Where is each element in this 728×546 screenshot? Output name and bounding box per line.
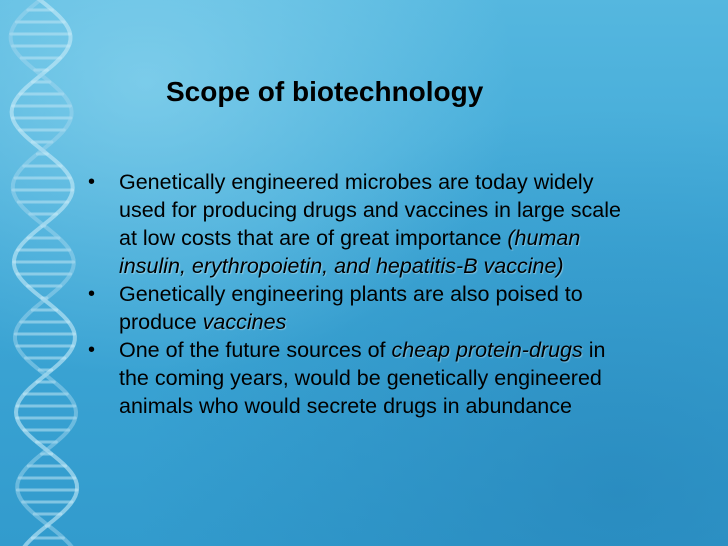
bullet-emphasis: (human insulin, erythropoietin, and hepatitis-B vaccine) bbox=[119, 226, 581, 278]
bullet-list bbox=[88, 168, 636, 420]
bullet-item bbox=[88, 280, 636, 336]
bullet-item bbox=[88, 168, 636, 280]
bullet-item bbox=[88, 336, 636, 420]
bullet-text: One of the future sources of bbox=[119, 338, 392, 362]
slide-title: Scope of biotechnology bbox=[166, 76, 484, 107]
bullet-marker: • bbox=[88, 283, 96, 305]
bullet-text: Genetically engineered microbes are today widely used for producing drugs and vaccines in large scale at low costs that are of great importance bbox=[119, 170, 621, 250]
bullet-marker: • bbox=[88, 339, 96, 361]
bullet-text-after: in the coming years, would be genetically engineered animals who would secrete drugs in abundance bbox=[119, 338, 606, 418]
bullet-text: Genetically engineering plants are also poised to produce bbox=[119, 282, 583, 334]
bullet-marker: • bbox=[88, 171, 96, 193]
bullet-emphasis: cheap protein-drugs bbox=[391, 338, 583, 362]
bullet-emphasis: vaccines bbox=[202, 310, 287, 334]
